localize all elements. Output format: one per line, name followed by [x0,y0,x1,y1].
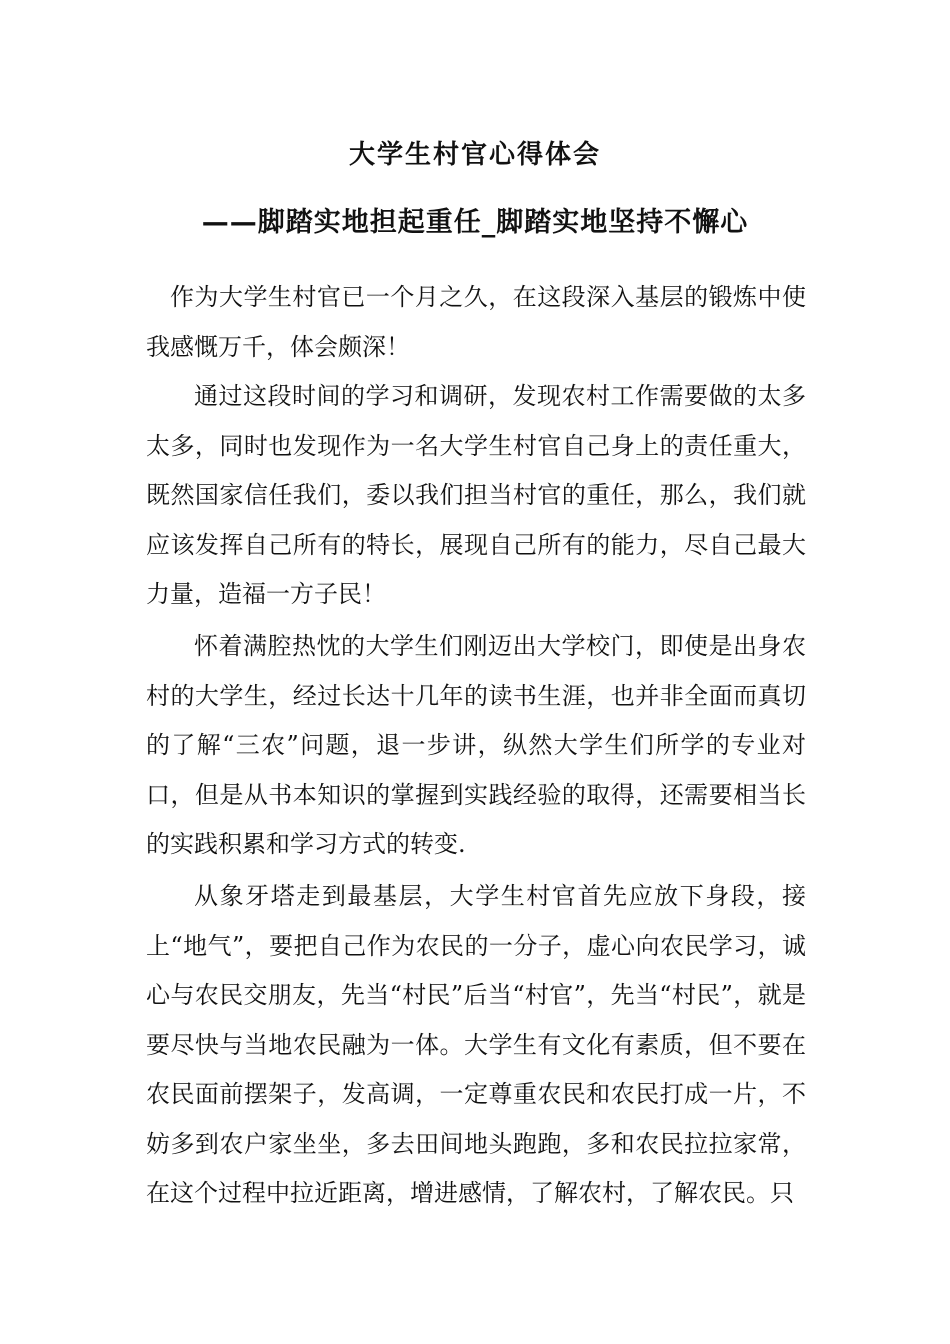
paragraph-4: 从象牙塔走到最基层，大学生村官首先应放下身段，接上“地气”，要把自己作为农民的一分子，虚心向农民学习，诚心与农民交朋友，先当“村民”后当“村官”，先当“村民”，就是要尽快与当地农民融为一体。大学生有文化有素质，但不要在农民面前摆架子，发高调，一定尊重农民和农民打成一片，不妨多到农户家坐坐，多去田间地头跑跑，多和农民拉拉家常，在这个过程中拉近距离，增进感情，了解农村，了解农民。只 [146,882,806,1207]
paragraph-3: 怀着满腔热忱的大学生们刚迈出大学校门，即使是出身农村的大学生，经过长达十几年的读书生涯，也并非全面而真切的了解“三农”问题，退一步讲，纵然大学生们所学的专业对口，但是从书本知识的掌握到实践经验的取得，还需要相当长的实践积累和学习方式的转变. [146,632,806,858]
document-subtitle: ——脚踏实地担起重任_脚踏实地坚持不懈心 [201,207,749,238]
paragraph-1: 作为大学生村官已一个月之久，在这段深入基层的锻炼中使我感慨万千，体会颇深！ [146,283,806,361]
paragraph-2: 通过这段时间的学习和调研，发现农村工作需要做的太多太多，同时也发现作为一名大学生村官自己身上的责任重大，既然国家信任我们，委以我们担当村官的重任，那么，我们就应该发挥自己所有的特长，展现自己所有的能力，尽自己最大力量，造福一方子民！ [146,382,806,608]
document-title: 大学生村官心得体会 [348,140,601,170]
